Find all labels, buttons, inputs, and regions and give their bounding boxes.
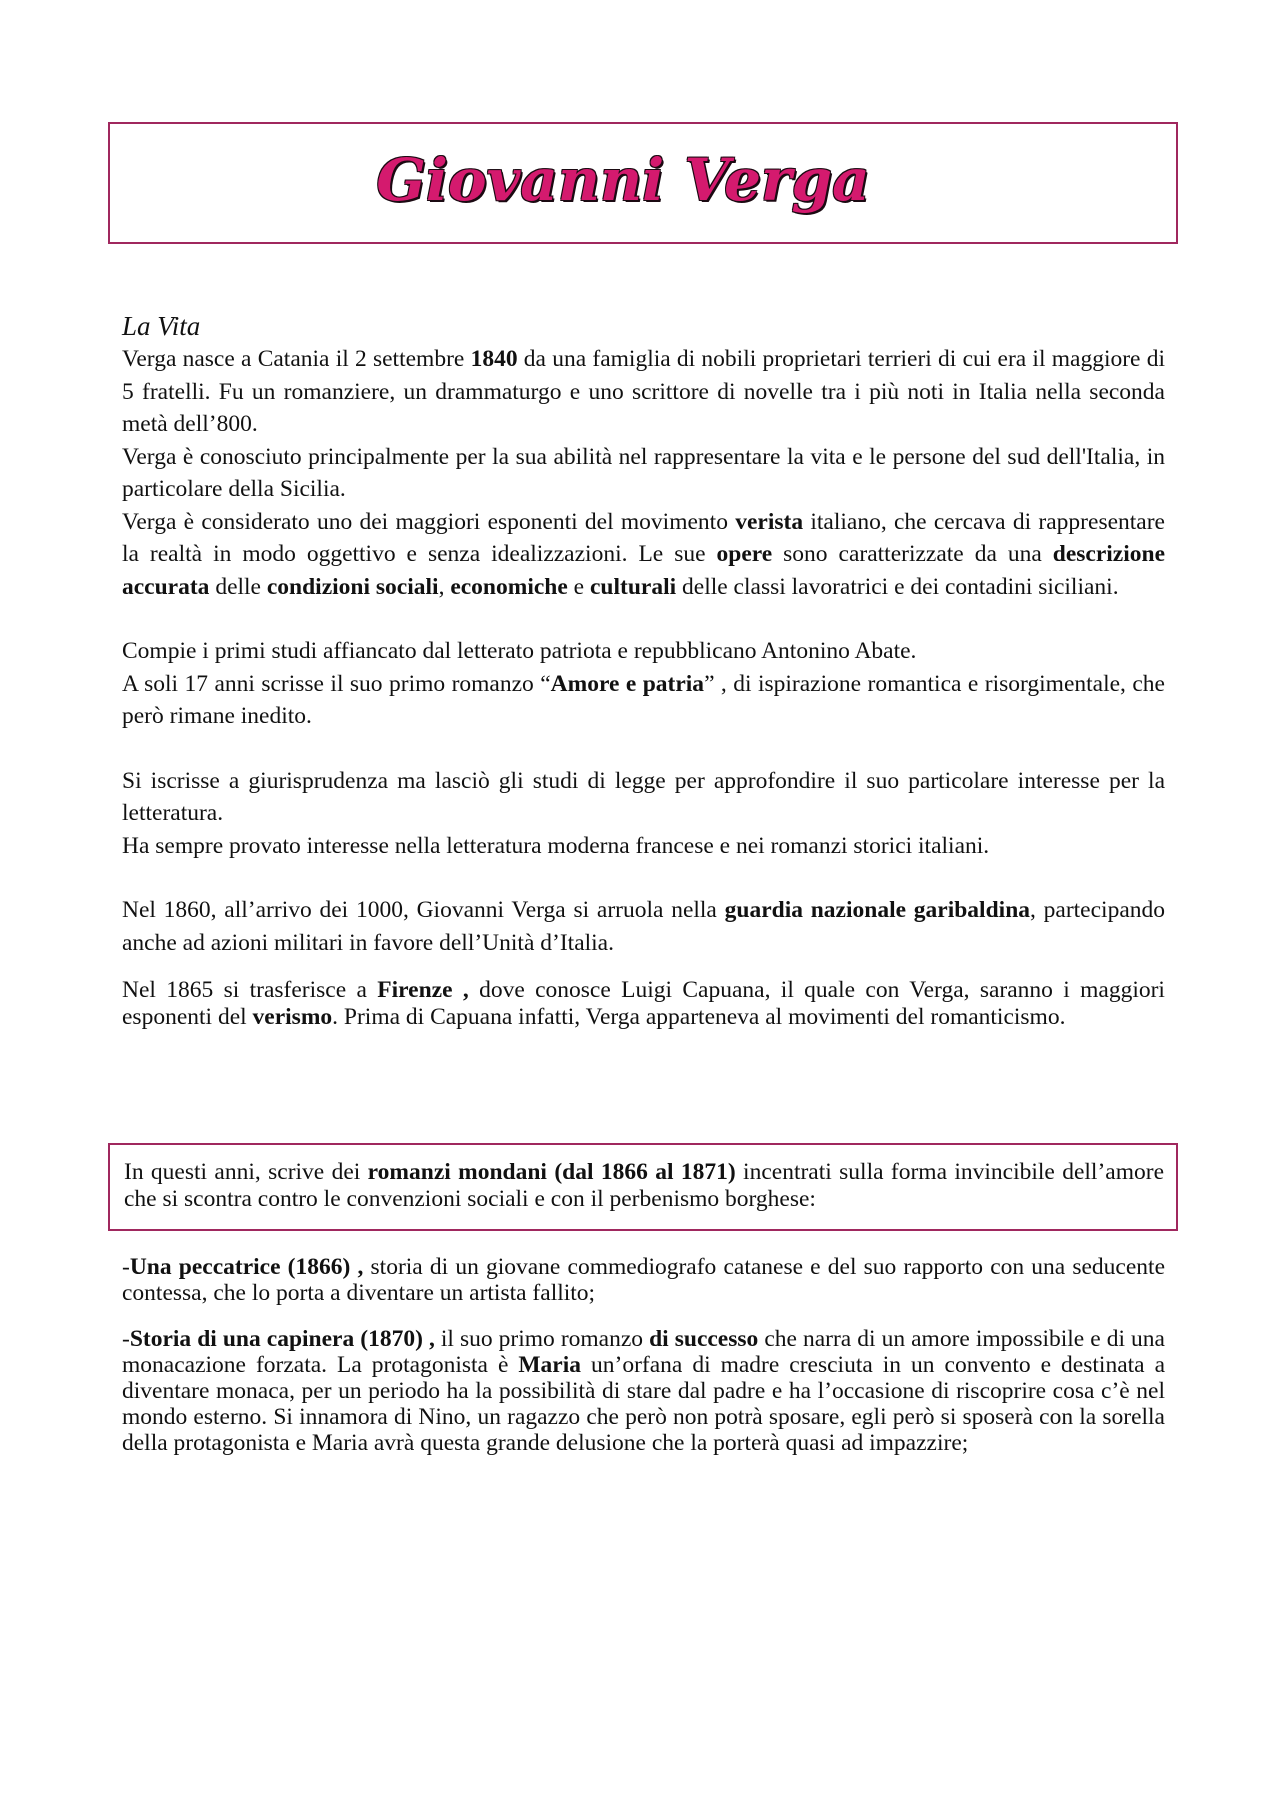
paragraph-1860: Nel 1860, all’arrivo dei 1000, Giovanni Verga si arruola nella guardia nazionale garibaldina, partecipando anche ad azioni militari in favore dell’Unità d’Italia.: [122, 897, 1165, 956]
paragraph-first-novel: A soli 17 anni scrisse il suo primo romanzo “Amore e patria” , di ispirazione romantica e risorgimentale, che però rimane inedito.: [122, 670, 1165, 729]
novel-list: [122, 1254, 1165, 1476]
paragraph-studies: Compie i primi studi affiancato dal letterato patriota e repubblicano Antonino Abate.: [122, 638, 917, 664]
callout-box: In questi anni, scrive dei romanzi mondani (dal 1866 al 1871) incentrati sulla forma invincibile dell’amore che si scontra contro le convenzioni sociali e con il perbenismo borghese:: [108, 1143, 1178, 1231]
list-item: -Storia di una capinera (1870) , il suo primo romanzo di successo che narra di un amore impossibile e di una monacazione forzata. La protagonista è Maria un’orfana di madre cresciuta in un convento e destinata a diventare monaca, per un periodo ha la possibilità di stare dal padre e ha l’occasione di riscoprire cosa c’è nel mondo esterno. Si innamora di Nino, un ragazzo che però non potrà sposare, egli però si sposerà con la sorella della protagonista e Maria avrà questa grande delusione che la porterà quasi ad impazzire;: [122, 1326, 1165, 1456]
paragraph-birth: Verga nasce a Catania il 2 settembre 1840 da una famiglia di nobili proprietari terrieri di cui era il maggiore di 5 fratelli. Fu un romanziere, un drammaturgo e uno scrittore di novelle tra i più noti in Italia nella seconda metà dell’800.: [122, 346, 1165, 437]
paragraph-known-for: Verga è conosciuto principalmente per la sua abilità nel rappresentare la vita e le persone del sud dell'Italia, in particolare della Sicilia.: [122, 443, 1165, 502]
paragraph-verismo: Verga è considerato uno dei maggiori esponenti del movimento verista italiano, che cercava di rappresentare la realtà in modo oggettivo e senza idealizzazioni. Le sue opere sono caratterizzate da una descrizione accurata delle condizioni sociali, economiche e culturali delle classi lavoratrici e dei contadini siciliani.: [122, 508, 1166, 600]
page-title: Giovanni Verga: [376, 146, 870, 214]
paragraph-1865: Nel 1865 si trasferisce a Firenze , dove conosce Luigi Capuana, il quale con Verga, saranno i maggiori esponenti del verismo. Prima di Capuana infatti, Verga apparteneva al movimenti del romanticismo.: [122, 977, 1165, 1030]
life-text: [122, 343, 1165, 1031]
list-item: -Una peccatrice (1866) , storia di un giovane commediografo catanese e del suo rapporto con una seducente contessa, che lo porta a diventare un artista fallito;: [122, 1254, 1166, 1306]
section-heading: La Vita: [122, 311, 201, 341]
title-box: [108, 122, 1178, 244]
paragraph-law: Si iscrisse a giurisprudenza ma lasciò gli studi di legge per approfondire il suo particolare interesse per la letteratura.: [122, 767, 1165, 826]
paragraph-interest: Ha sempre provato interesse nella letteratura moderna francese e nei romanzi storici italiani.: [122, 832, 990, 859]
